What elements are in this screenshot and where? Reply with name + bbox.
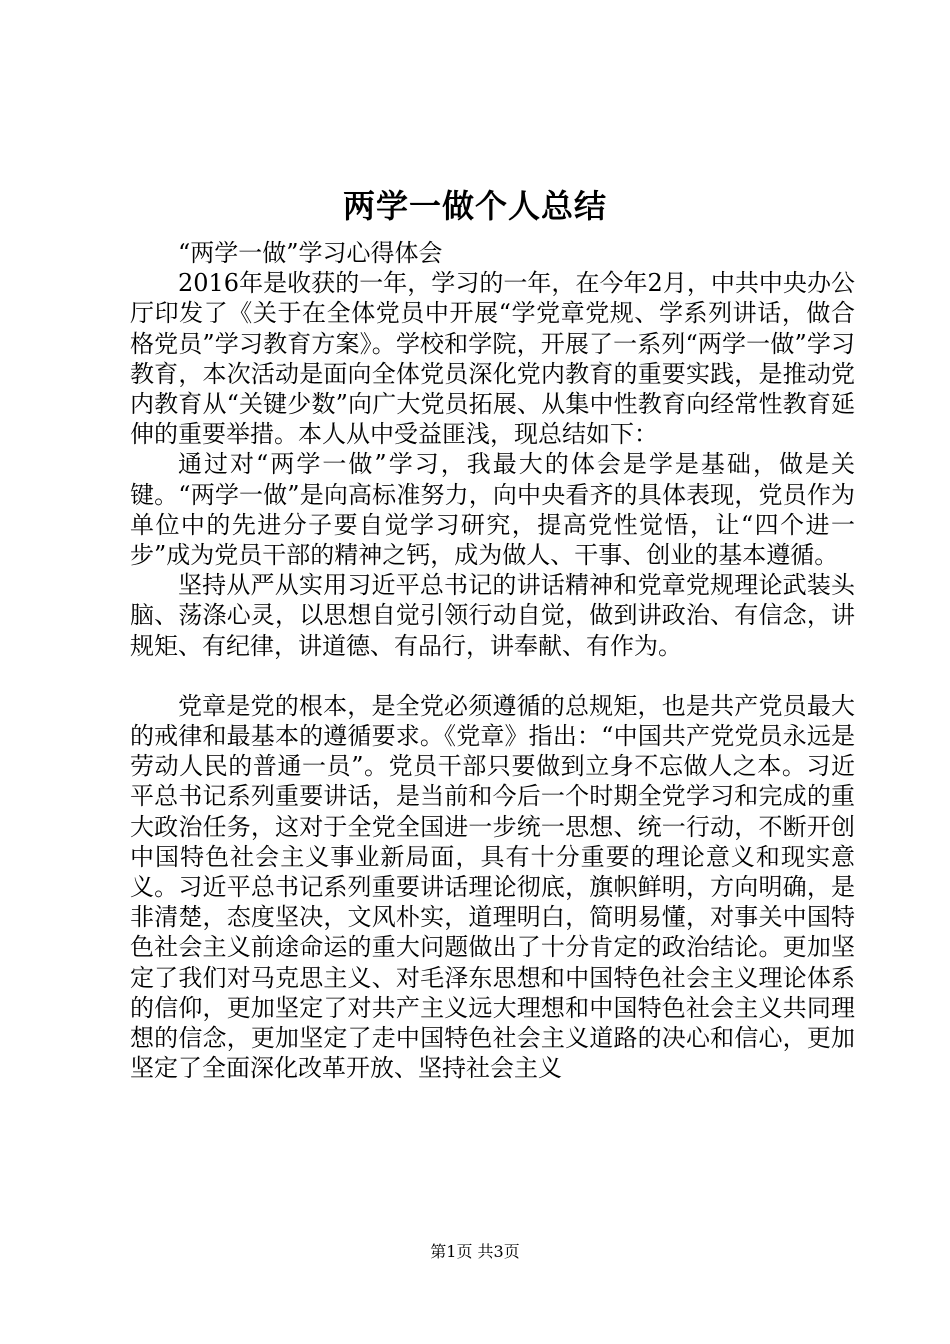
paragraph-intro: 2016年是收获的一年，学习的一年，在今年2月，中共中央办公厅印发了《关于在全体党员中开展“学党章党规、学系列讲话，做合格党员”学习教育方案》。学校和学院，开展了一系列“两学一做”学习教育，本次活动是面向全体党员深化党内教育的重要实践，是推动党内教育从“关键少数”向广大党员拓展、从集中性教育向经常性教育延伸的重要举措。本人从中受益匪浅，现总结如下： <box>130 269 855 449</box>
document-body <box>130 238 855 1083</box>
paragraph-subtitle: “两学一做”学习心得体会 <box>178 239 443 267</box>
document-title: 两学一做个人总结 <box>342 187 607 225</box>
paragraph-experience: 通过对“两学一做”学习，我最大的体会是学是基础，做是关键。“两学一做”是向高标准努力，向中央看齐的具体表现，党员作为单位中的先进分子要自觉学习研究，提高党性觉悟，让“四个进一步”成为党员干部的精神之钙，成为做人、干事、创业的基本遵循。 <box>130 450 855 570</box>
paragraph-party-constitution: 党章是党的根本，是全党必须遵循的总规矩，也是共产党员最大的戒律和最基本的遵循要求。《党章》指出：“中国共产党党员永远是劳动人民的普通一员”。党员干部只要做到立身不忘做人之本。习近平总书记系列重要讲话，是当前和今后一个时期全党学习和完成的重大政治任务，这对于全党全国进一步统一思想、统一行动，不断开创中国特色社会主义事业新局面，具有十分重要的理论意义和现实意义。习近平总书记系列重要讲话理论彻底，旗帜鲜明，方向明确，是非清楚，态度坚决，文风朴实，道理明白，简明易懂，对事关中国特色社会主义前途命运的重大问题做出了十分肯定的政治结论。更加坚定了我们对马克思主义、对毛泽东思想和中国特色社会主义理论体系的信仰，更加坚定了对共产主义远大理想和中国特色社会主义共同理想的信念，更加坚定了走中国特色社会主义道路的决心和信心，更加坚定了全面深化改革开放、坚持社会主义 <box>130 691 855 1083</box>
paragraph-commitment: 坚持从严从实用习近平总书记的讲话精神和党章党规理论武装头脑、荡涤心灵，以思想自觉引领行动自觉，做到讲政治、有信念，讲规矩、有纪律，讲道德、有品行，讲奉献、有作为。 <box>130 571 855 660</box>
page-number-footer: 第1页 共3页 <box>430 1242 520 1261</box>
